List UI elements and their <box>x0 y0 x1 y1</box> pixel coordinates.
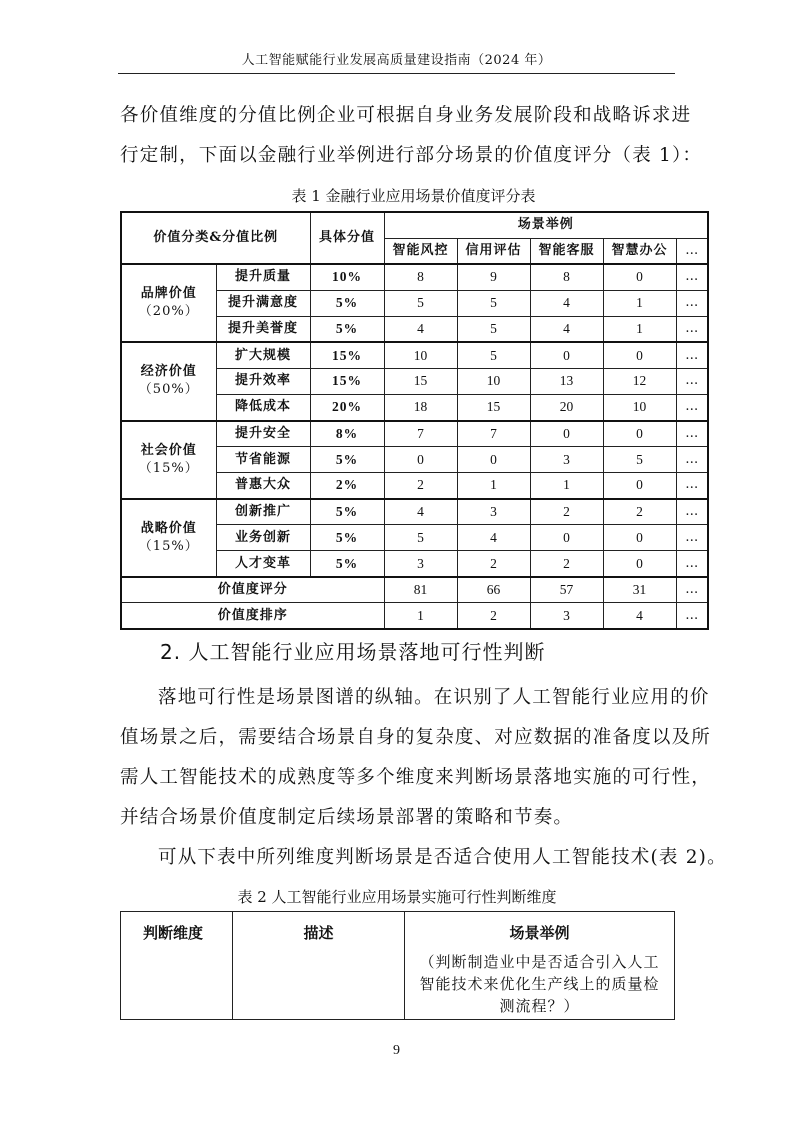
total-score-cell: 81 <box>384 577 457 603</box>
scenario-value-cell: 8 <box>384 264 457 290</box>
item-score-cell: 5% <box>310 447 384 473</box>
value-category-cell <box>121 421 216 499</box>
rank-cell: 3 <box>530 603 603 629</box>
scenario-value-cell: 4 <box>530 316 603 342</box>
item-score-cell: 20% <box>310 394 384 420</box>
total-score-more: … <box>676 577 708 603</box>
scenario-value-cell: 12 <box>603 368 676 394</box>
more-cell: … <box>676 551 708 577</box>
scenario-value-cell: 5 <box>457 290 530 316</box>
t2-head-description: 描述 <box>233 912 405 1020</box>
value-item-label: 提升质量 <box>216 264 310 290</box>
value-category-ratio: （20%） <box>138 304 199 320</box>
scenario-value-cell: 8 <box>530 264 603 290</box>
value-score-table <box>120 211 709 630</box>
head-scenario-3: 智能客服 <box>530 238 603 264</box>
scenario-value-cell: 0 <box>603 473 676 499</box>
item-score-cell: 10% <box>310 264 384 290</box>
item-score-cell: 5% <box>310 525 384 551</box>
value-item-label: 普惠大众 <box>216 473 310 499</box>
scenario-value-cell: 3 <box>384 551 457 577</box>
head-scenarios: 场景举例 <box>384 212 708 238</box>
value-item-label: 人才变革 <box>216 551 310 577</box>
value-category-name: 经济价值 <box>140 364 197 380</box>
scenario-value-cell: 0 <box>384 447 457 473</box>
value-item-label: 提升美誉度 <box>216 316 310 342</box>
scenario-value-cell: 15 <box>384 368 457 394</box>
scenario-value-cell: 18 <box>384 394 457 420</box>
value-item-label: 扩大规模 <box>216 342 310 368</box>
rank-label: 价值度排序 <box>121 603 384 629</box>
item-score-cell: 15% <box>310 342 384 368</box>
more-cell: … <box>676 342 708 368</box>
scenario-value-cell: 4 <box>457 525 530 551</box>
intro-line-2: 行定制，下面以金融行业举例进行部分场景的价值度评分（表 1）： <box>120 145 703 166</box>
body-line-4: 并结合场景价值度制定后续场景部署的策略和节奏。 <box>120 807 574 828</box>
head-scenario-1: 智能风控 <box>384 238 457 264</box>
rank-more: … <box>676 603 708 629</box>
value-item-label: 降低成本 <box>216 394 310 420</box>
scenario-value-cell: 3 <box>457 499 530 525</box>
scenario-value-cell: 0 <box>603 551 676 577</box>
scenario-value-cell: 15 <box>457 394 530 420</box>
scenario-value-cell: 5 <box>457 316 530 342</box>
scenario-value-cell: 4 <box>384 316 457 342</box>
value-item-label: 提升安全 <box>216 421 310 447</box>
t2-example-text: （判断制造业中是否适合引入人工智能技术来优化生产线上的质量检测流程？） <box>419 953 660 1015</box>
value-item-label: 业务创新 <box>216 525 310 551</box>
head-category: 价值分类&分值比例 <box>121 212 310 264</box>
scenario-value-cell: 10 <box>384 342 457 368</box>
feasibility-paragraph <box>120 678 712 838</box>
item-score-cell: 5% <box>310 290 384 316</box>
table2-intro-paragraph <box>120 838 727 878</box>
value-category-name: 战略价值 <box>140 520 197 536</box>
scenario-value-cell: 0 <box>457 447 530 473</box>
header-rule <box>118 73 675 74</box>
scenario-value-cell: 2 <box>457 551 530 577</box>
scenario-value-cell: 20 <box>530 394 603 420</box>
total-score-cell: 31 <box>603 577 676 603</box>
total-score-cell: 66 <box>457 577 530 603</box>
intro-paragraph <box>120 96 703 176</box>
t2-head-dimension: 判断维度 <box>121 912 233 1020</box>
item-score-cell: 5% <box>310 499 384 525</box>
value-item-label: 提升效率 <box>216 368 310 394</box>
scenario-value-cell: 1 <box>457 473 530 499</box>
scenario-value-cell: 10 <box>603 394 676 420</box>
scenario-value-cell: 5 <box>457 342 530 368</box>
scenario-value-cell: 2 <box>603 499 676 525</box>
item-score-cell: 5% <box>310 316 384 342</box>
head-score: 具体分值 <box>310 212 384 264</box>
scenario-value-cell: 2 <box>384 473 457 499</box>
section-2-title: 2. 人工智能行业应用场景落地可行性判断 <box>160 640 546 664</box>
intro-line-1: 各价值维度的分值比例企业可根据自身业务发展阶段和战略诉求进 <box>120 105 692 126</box>
total-score-label: 价值度评分 <box>121 577 384 603</box>
t2-head-example <box>405 912 675 1020</box>
scenario-value-cell: 1 <box>603 316 676 342</box>
scenario-value-cell: 0 <box>603 421 676 447</box>
value-item-label: 节省能源 <box>216 447 310 473</box>
value-category-name: 社会价值 <box>140 442 197 458</box>
scenario-value-cell: 13 <box>530 368 603 394</box>
feasibility-dimension-table <box>120 911 675 1020</box>
scenario-value-cell: 9 <box>457 264 530 290</box>
scenario-value-cell: 0 <box>530 342 603 368</box>
scenario-value-cell: 0 <box>603 264 676 290</box>
rank-cell: 2 <box>457 603 530 629</box>
table2-caption: 表 2 人工智能行业应用场景实施可行性判断维度 <box>237 888 557 906</box>
rank-cell: 4 <box>603 603 676 629</box>
scenario-value-cell: 3 <box>530 447 603 473</box>
value-item-label: 创新推广 <box>216 499 310 525</box>
body-line-1: 落地可行性是场景图谱的纵轴。在识别了人工智能行业应用的价 <box>158 687 710 708</box>
value-category-name: 品牌价值 <box>140 286 197 302</box>
scenario-value-cell: 0 <box>603 342 676 368</box>
head-scenario-2: 信用评估 <box>457 238 530 264</box>
scenario-value-cell: 7 <box>384 421 457 447</box>
value-category-cell <box>121 342 216 420</box>
scenario-value-cell: 2 <box>530 499 603 525</box>
item-score-cell: 8% <box>310 421 384 447</box>
value-category-ratio: （50%） <box>138 382 199 398</box>
scenario-value-cell: 0 <box>530 421 603 447</box>
scenario-value-cell: 2 <box>530 551 603 577</box>
scenario-value-cell: 5 <box>384 290 457 316</box>
body-line-3: 需人工智能技术的成熟度等多个维度来判断场景落地实施的可行性， <box>120 767 712 788</box>
more-cell: … <box>676 447 708 473</box>
body-line-5: 可从下表中所列维度判断场景是否适合使用人工智能技术(表 2)。 <box>158 847 727 868</box>
table1-caption: 表 1 金融行业应用场景价值度评分表 <box>291 187 536 205</box>
scenario-value-cell: 5 <box>384 525 457 551</box>
scenario-value-cell: 0 <box>603 525 676 551</box>
item-score-cell: 5% <box>310 551 384 577</box>
more-cell: … <box>676 473 708 499</box>
rank-cell: 1 <box>384 603 457 629</box>
scenario-value-cell: 1 <box>530 473 603 499</box>
page-number: 9 <box>393 1043 400 1058</box>
head-more: … <box>676 238 708 264</box>
scenario-value-cell: 1 <box>603 290 676 316</box>
head-scenario-4: 智慧办公 <box>603 238 676 264</box>
value-item-label: 提升满意度 <box>216 290 310 316</box>
scenario-value-cell: 7 <box>457 421 530 447</box>
more-cell: … <box>676 421 708 447</box>
value-category-cell <box>121 264 216 342</box>
value-category-cell <box>121 499 216 577</box>
more-cell: … <box>676 499 708 525</box>
value-category-ratio: （15%） <box>138 538 199 554</box>
total-score-cell: 57 <box>530 577 603 603</box>
more-cell: … <box>676 316 708 342</box>
body-line-2: 值场景之后，需要结合场景自身的复杂度、对应数据的准备度以及所 <box>120 727 712 748</box>
item-score-cell: 15% <box>310 368 384 394</box>
scenario-value-cell: 4 <box>530 290 603 316</box>
more-cell: … <box>676 368 708 394</box>
running-header: 人工智能赋能行业发展高质量建设指南（2024 年） <box>241 53 552 68</box>
t2-head-example-label: 场景举例 <box>509 924 570 942</box>
scenario-value-cell: 4 <box>384 499 457 525</box>
more-cell: … <box>676 290 708 316</box>
scenario-value-cell: 0 <box>530 525 603 551</box>
more-cell: … <box>676 264 708 290</box>
value-category-ratio: （15%） <box>138 460 199 476</box>
scenario-value-cell: 10 <box>457 368 530 394</box>
more-cell: … <box>676 394 708 420</box>
item-score-cell: 2% <box>310 473 384 499</box>
scenario-value-cell: 5 <box>603 447 676 473</box>
more-cell: … <box>676 525 708 551</box>
